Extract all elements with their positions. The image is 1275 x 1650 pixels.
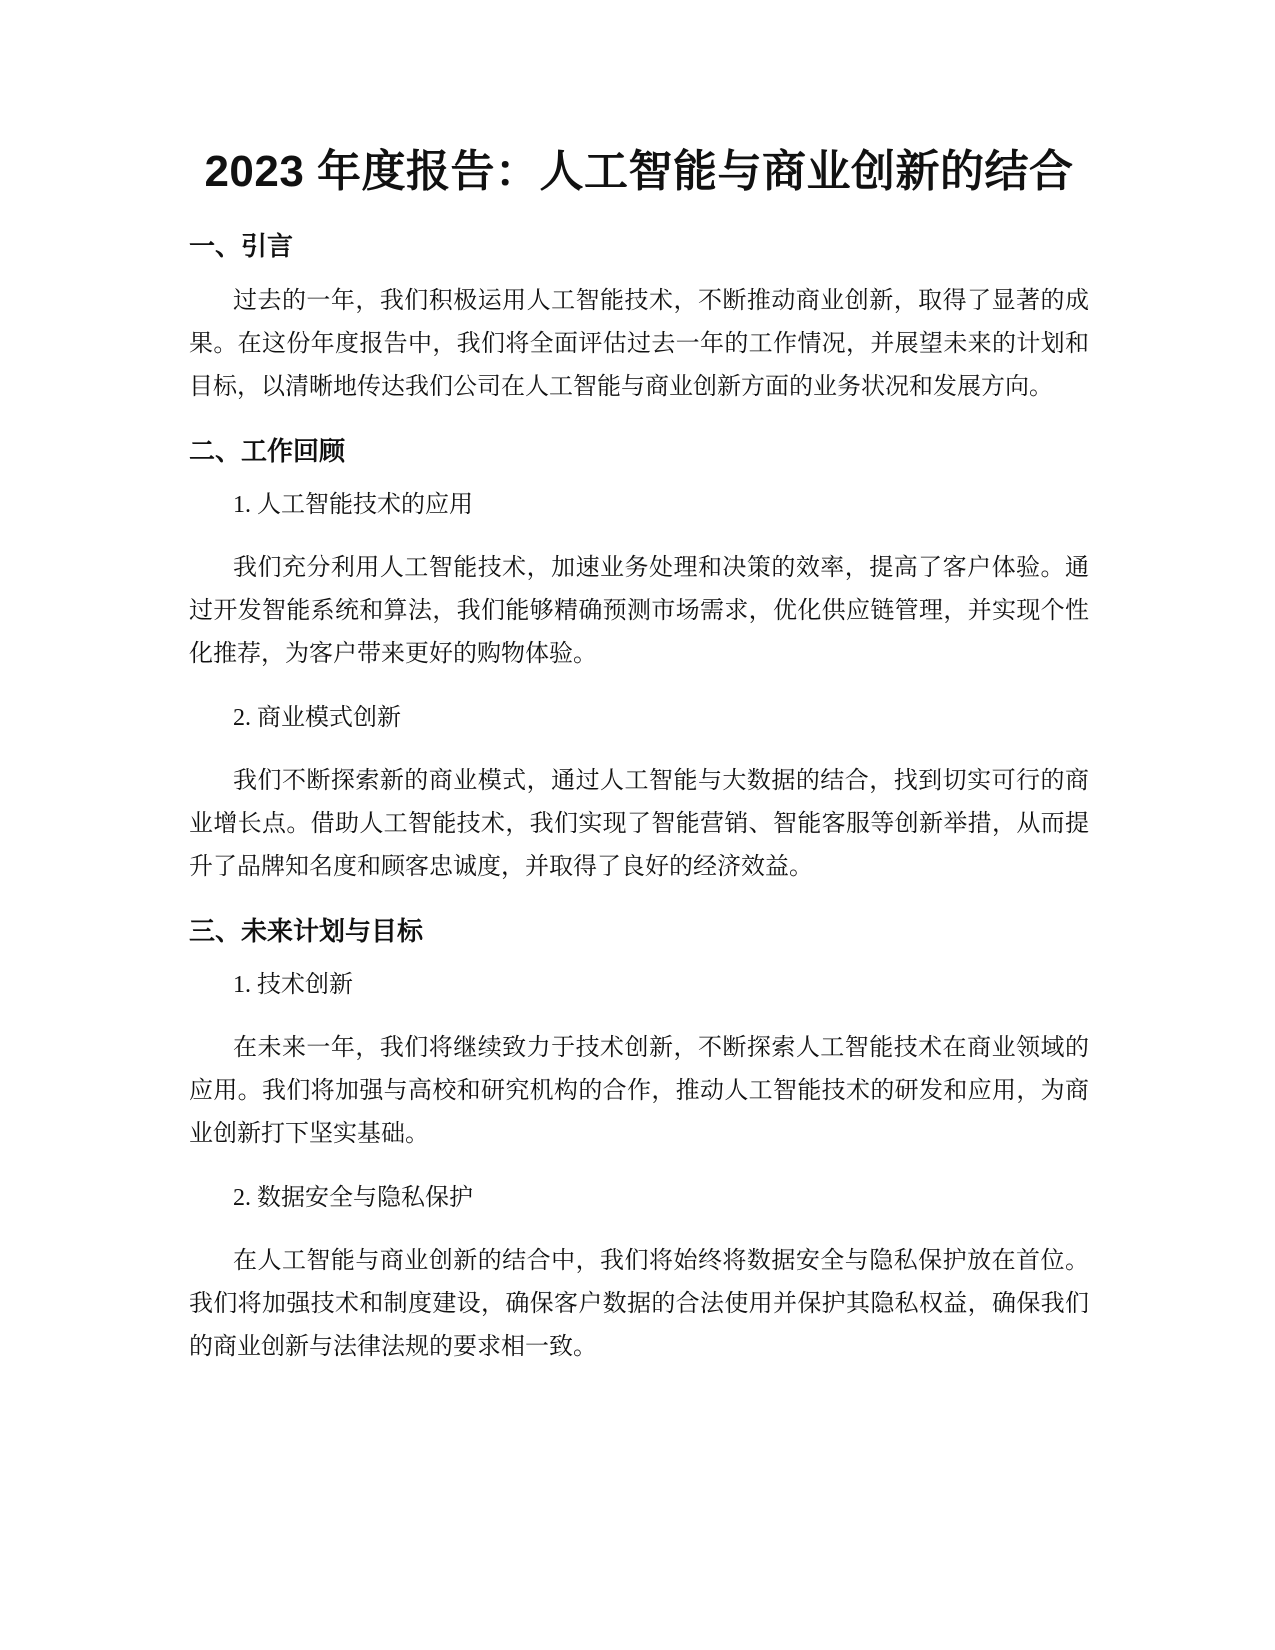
section-heading: 三、未来计划与目标 [189,916,424,946]
document-title: 2023 年度报告：人工智能与商业创新的结合 [204,147,1074,196]
section-introduction [189,226,1089,409]
section-heading: 二、工作回顾 [189,436,346,466]
subsection-paragraph: 我们不断探索新的商业模式，通过人工智能与大数据的结合，找到切实可行的商业增长点。借助人工智能技术，我们实现了智能营销、智能客服等创新举措，从而提升了品牌知名度和顾客忠诚度，并取得了良好的经济效益。 [189,768,1089,880]
subsection-heading: 2. 数据安全与隐私保护 [233,1185,473,1211]
section-heading: 一、引言 [189,231,294,261]
section-paragraph: 过去的一年，我们积极运用人工智能技术，不断推动商业创新，取得了显著的成果。在这份年度报告中，我们将全面评估过去一年的工作情况，并展望未来的计划和目标，以清晰地传达我们公司在人工智能与商业创新方面的业务状况和发展方向。 [189,288,1089,400]
document-body [189,140,1089,1391]
section-work-review [189,431,1089,889]
subsection-paragraph: 在未来一年，我们将继续致力于技术创新，不断探索人工智能技术在商业领域的应用。我们将加强与高校和研究机构的合作，推动人工智能技术的研发和应用，为商业创新打下坚实基础。 [189,1035,1089,1147]
subsection-heading: 1. 人工智能技术的应用 [233,492,473,518]
subsection-heading: 1. 技术创新 [233,972,353,998]
subsection-paragraph: 在人工智能与商业创新的结合中，我们将始终将数据安全与隐私保护放在首位。我们将加强技术和制度建设，确保客户数据的合法使用并保护其隐私权益，确保我们的商业创新与法律法规的要求相一致。 [189,1248,1089,1360]
section-future-plans [189,911,1089,1369]
subsection-paragraph: 我们充分利用人工智能技术，加速业务处理和决策的效率，提高了客户体验。通过开发智能系统和算法，我们能够精确预测市场需求，优化供应链管理，并实现个性化推荐，为客户带来更好的购物体验。 [189,555,1089,667]
subsection-heading: 2. 商业模式创新 [233,705,401,731]
